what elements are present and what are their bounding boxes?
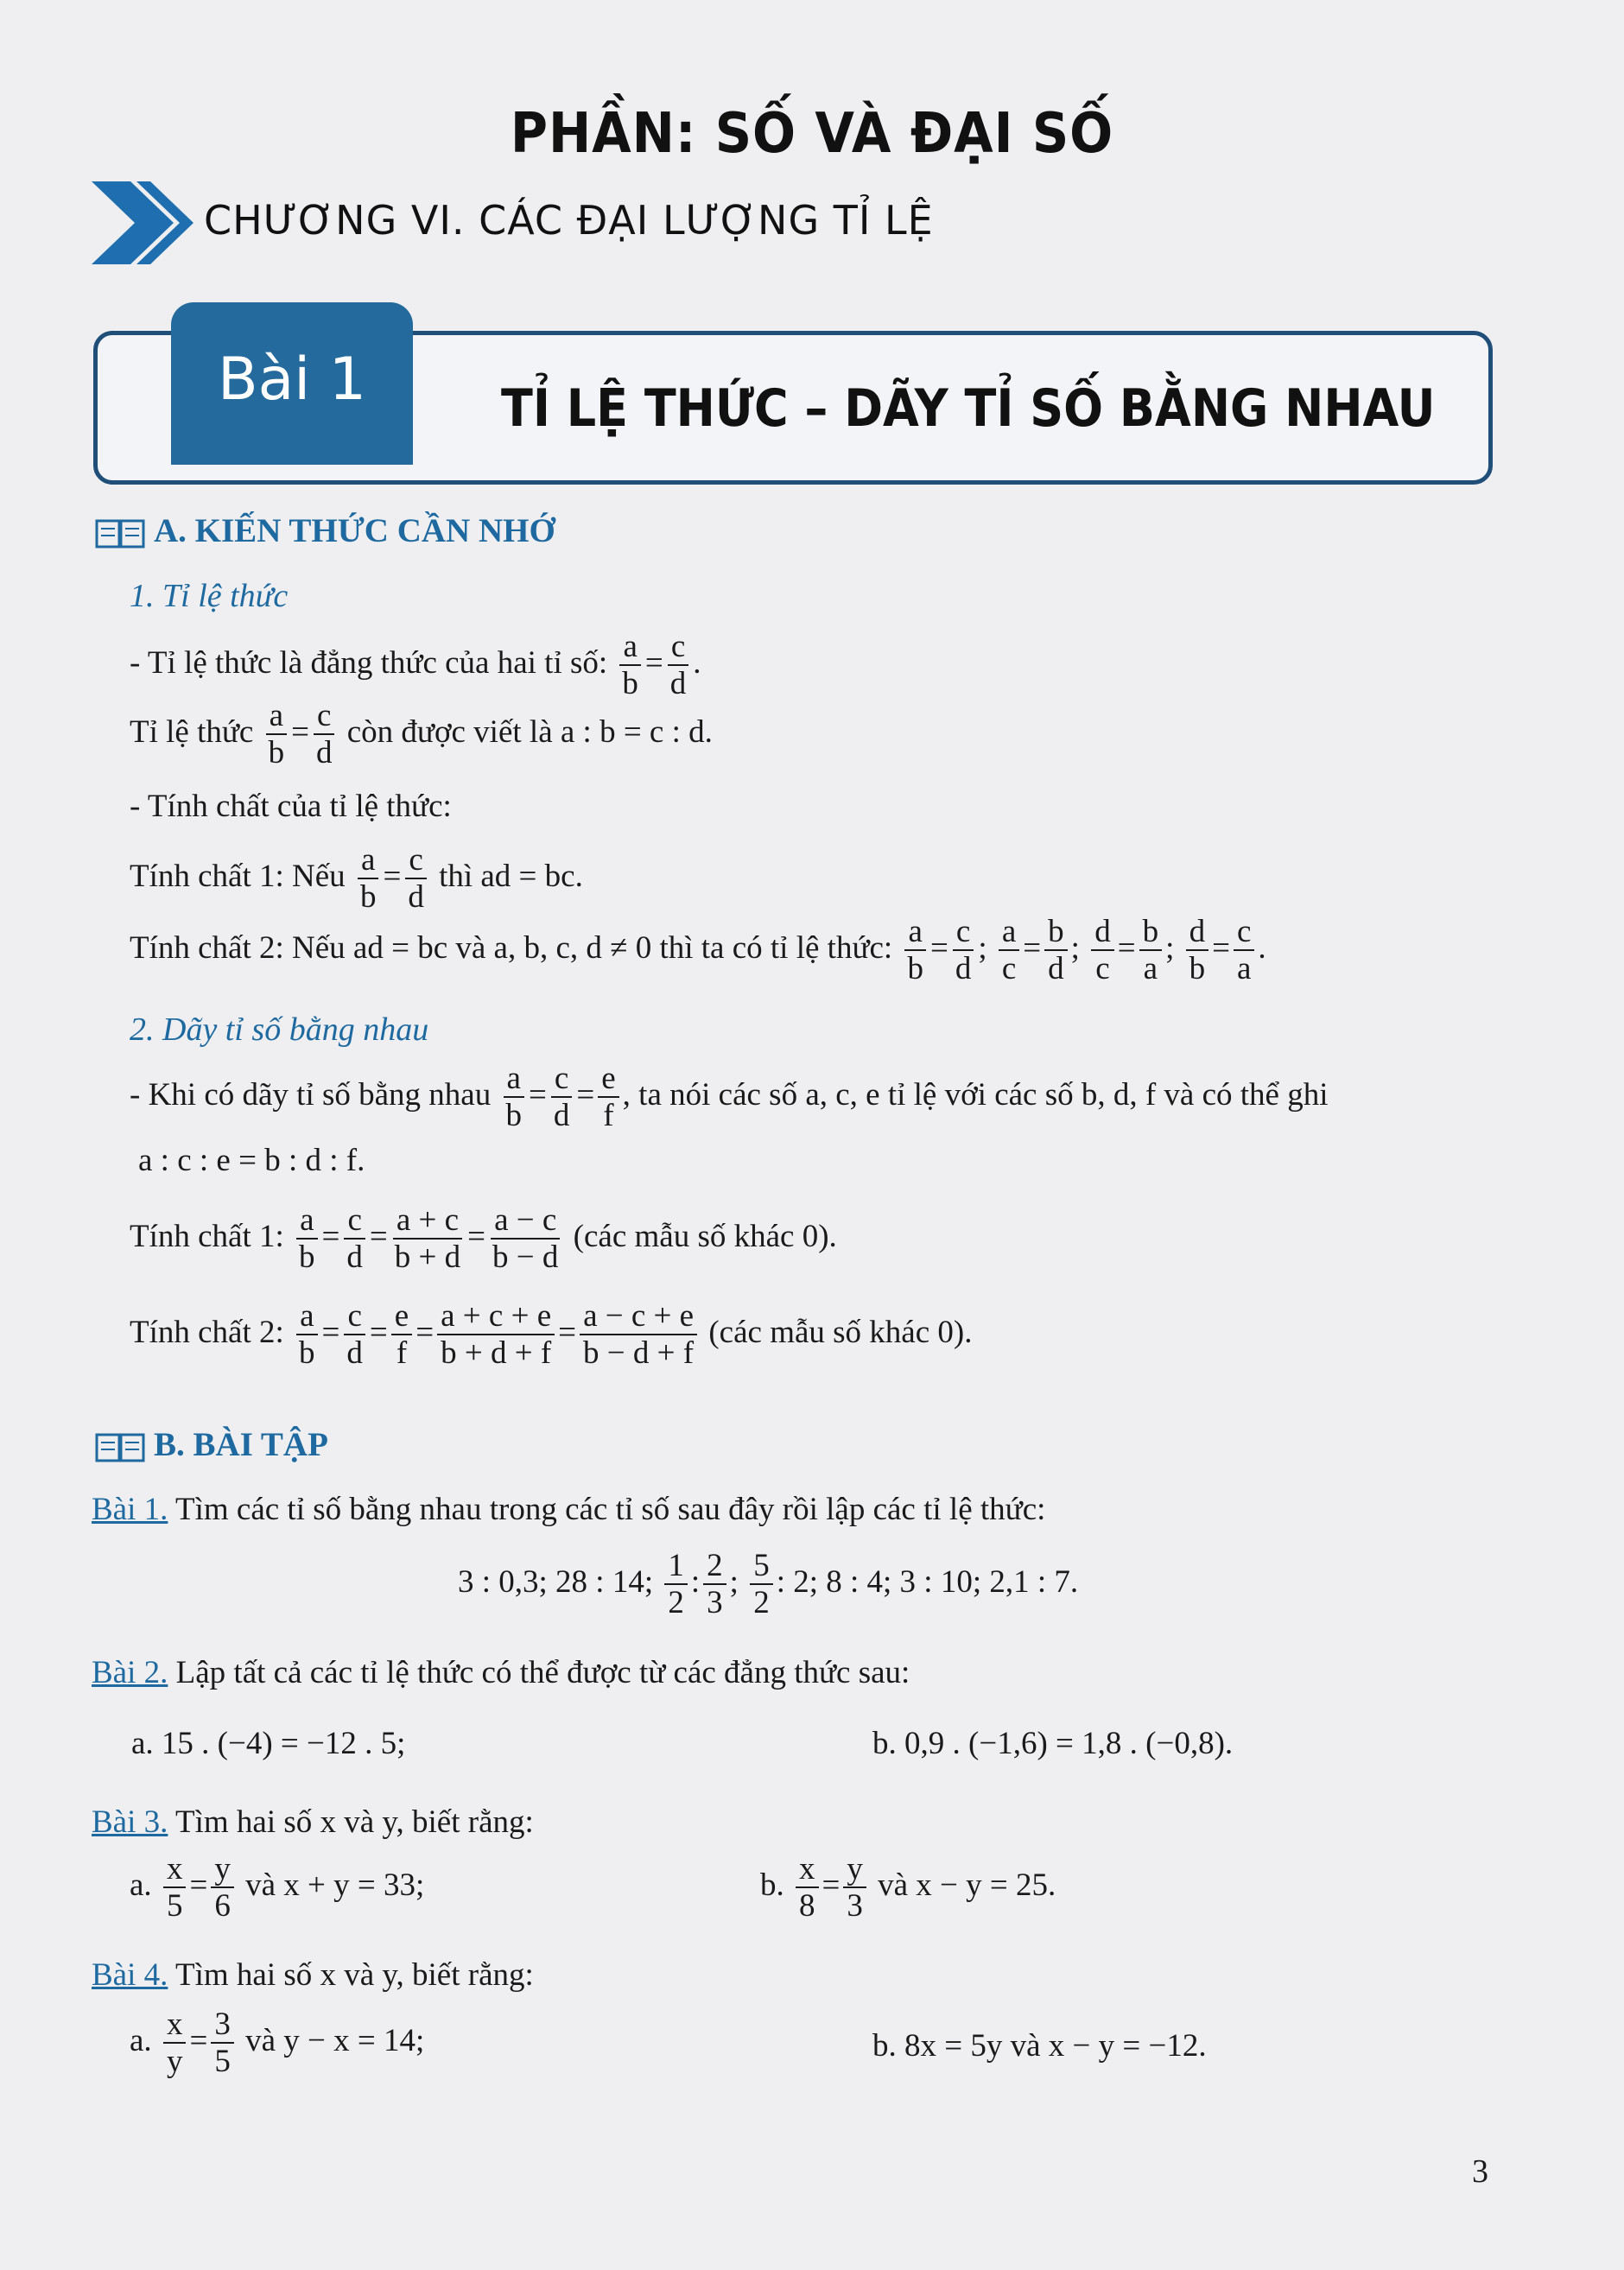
exercise-3-a-condition: và x + y = 33; [245, 1867, 425, 1903]
chevron-arrow-icon [92, 181, 193, 264]
exercise-4-a: a. $\frac{x}{y}$ = $\frac{3}{5}$ và y − x = 14; [130, 2007, 425, 2080]
exercise-2-a: a. 15 . (−4) = −12 . 5; [131, 1726, 406, 1761]
chain-property-1-suffix: (các mẫu số khác 0). [573, 1218, 837, 1254]
exercise-3-text: Tìm hai số x và y, biết rằng: [174, 1804, 534, 1840]
section-a-heading [95, 511, 555, 550]
property-2-prefix: Tính chất 2: Nếu ad = bc và a, b, c, d ≠ 0 thì ta có tỉ lệ thức: [130, 929, 893, 966]
property-2-line: Tính chất 2: Nếu ad = bc và a, b, c, d ≠ 0 thì ta có tỉ lệ thức: $\frac{a}{b}$ = $\frac{c}{d}$ ; $\frac{a}{c}$ = $\frac{b}{d}$ ; $\frac{d}{c}$ = $\frac{b}{a}$ ; $\frac{d}{b}$ = $\frac{c}{a}$ . [130, 914, 1266, 987]
book-icon [95, 518, 145, 549]
definition-line: - Tỉ lệ thức là đẳng thức của hai tỉ số: $\frac{a}{b}$ = $\frac{c}{d}$ . [130, 629, 701, 702]
exercise-2-text: Lập tất cả các tỉ lệ thức có thể được từ các đẳng thức sau: [175, 1655, 910, 1690]
chain-property-2-suffix: (các mẫu số khác 0). [708, 1314, 973, 1350]
ratio-chain-suffix: , ta nói các số a, c, e tỉ lệ với các số b, d, f và có thể ghi [622, 1076, 1329, 1113]
exercise-4-label[interactable]: Bài 4. [92, 1957, 168, 1993]
exercise-1 [92, 1491, 1045, 1528]
exercise-1-ratios-b: : 2; 8 : 4; 3 : 10; 2,1 : 7. [776, 1563, 1079, 1600]
chain-property-2: Tính chất 2: $\frac{a}{b}$ = $\frac{c}{d}$ = $\frac{e}{f}$ = $\frac{a + c + e}{b + d + f}$ = $\frac{a - c + e}{b - d + f}$ (các mẫu số khác 0). [130, 1298, 973, 1372]
section-b-heading [95, 1425, 328, 1464]
exercise-3-b: b. $\frac{x}{8}$ = $\frac{y}{3}$ và x − y = 25. [760, 1851, 1056, 1924]
exercise-3-b-condition: và x − y = 25. [878, 1867, 1056, 1903]
lesson-title: TỈ LỆ THỨC – DÃY TỈ SỐ BẰNG NHAU [501, 378, 1436, 439]
exercise-2 [92, 1654, 910, 1691]
ratio-chain-notation: a : c : e = b : d : f. [138, 1143, 365, 1178]
part-title: PHẦN: SỐ VÀ ĐẠI SỐ [510, 102, 1114, 166]
notation-suffix: còn được viết là a : b = c : d. [346, 713, 713, 750]
exercise-1-label[interactable]: Bài 1. [92, 1492, 168, 1527]
property-1-suffix: thì ad = bc. [439, 858, 583, 894]
section-a-heading-text: A. KIẾN THỨC CẦN NHỚ [154, 512, 555, 549]
property-1-prefix: Tính chất 1: Nếu [130, 858, 346, 894]
exercise-4-b: b. 8x = 5y và x − y = −12. [872, 2028, 1207, 2064]
exercise-1-ratios: 3 : 0,3; 28 : 14; $\frac{1}{2}$ : $\frac{2}{3}$ ; $\frac{5}{2}$ : 2; 8 : 4; 3 : 10; 2,1 : 7. [458, 1548, 1079, 1621]
subsection-2-title: 2. Dãy tỉ số bằng nhau [130, 1011, 429, 1048]
chain-property-1-prefix: Tính chất 1: [130, 1218, 284, 1254]
chapter-title: CHƯƠNG VI. CÁC ĐẠI LƯỢNG TỈ LỆ [204, 197, 934, 244]
exercise-4 [92, 1956, 534, 1994]
exercise-1-ratios-a: 3 : 0,3; 28 : 14; [458, 1563, 654, 1600]
lesson-number: Bài 1 [217, 346, 367, 414]
ratio-chain-line: - Khi có dãy tỉ số bằng nhau $\frac{a}{b}$ = $\frac{c}{d}$ = $\frac{e}{f}$ , ta nói các số a, c, e tỉ lệ với các số b, d, f và có thể ghi [130, 1061, 1329, 1134]
property-1-line: Tính chất 1: Nếu $\frac{a}{b}$ = $\frac{c}{d}$ thì ad = bc. [130, 842, 583, 916]
exercise-3 [92, 1804, 534, 1841]
exercise-3-label[interactable]: Bài 3. [92, 1804, 168, 1840]
notation-prefix: Tỉ lệ thức [130, 713, 254, 750]
exercise-3-a: a. $\frac{x}{5}$ = $\frac{y}{6}$ và x + y = 33; [130, 1851, 425, 1924]
exercise-4-a-condition: và y − x = 14; [245, 2022, 425, 2058]
properties-heading: - Tính chất của tỉ lệ thức: [130, 789, 452, 824]
definition-text: - Tỉ lệ thức là đẳng thức của hai tỉ số: [130, 644, 608, 681]
chain-property-2-prefix: Tính chất 2: [130, 1314, 284, 1350]
ratio-chain-prefix: - Khi có dãy tỉ số bằng nhau [130, 1076, 492, 1113]
exercise-2-label[interactable]: Bài 2. [92, 1655, 168, 1690]
exercise-4-text: Tìm hai số x và y, biết rằng: [174, 1957, 534, 1993]
chain-property-1: Tính chất 1: $\frac{a}{b}$ = $\frac{c}{d}$ = $\frac{a + c}{b + d}$ = $\frac{a - c}{b - d}$ (các mẫu số khác 0). [130, 1202, 837, 1276]
exercise-2-b: b. 0,9 . (−1,6) = 1,8 . (−0,8). [872, 1726, 1234, 1761]
exercise-1-text: Tìm các tỉ số bằng nhau trong các tỉ số sau đây rồi lập các tỉ lệ thức: [174, 1492, 1046, 1527]
book-icon [95, 1432, 145, 1463]
subsection-1-title: 1. Tỉ lệ thức [130, 578, 289, 614]
notation-line: Tỉ lệ thức $\frac{a}{b}$ = $\frac{c}{d}$ còn được viết là a : b = c : d. [130, 698, 713, 771]
section-b-heading-text: B. BÀI TẬP [154, 1426, 328, 1463]
page-number: 3 [1472, 2153, 1488, 2190]
